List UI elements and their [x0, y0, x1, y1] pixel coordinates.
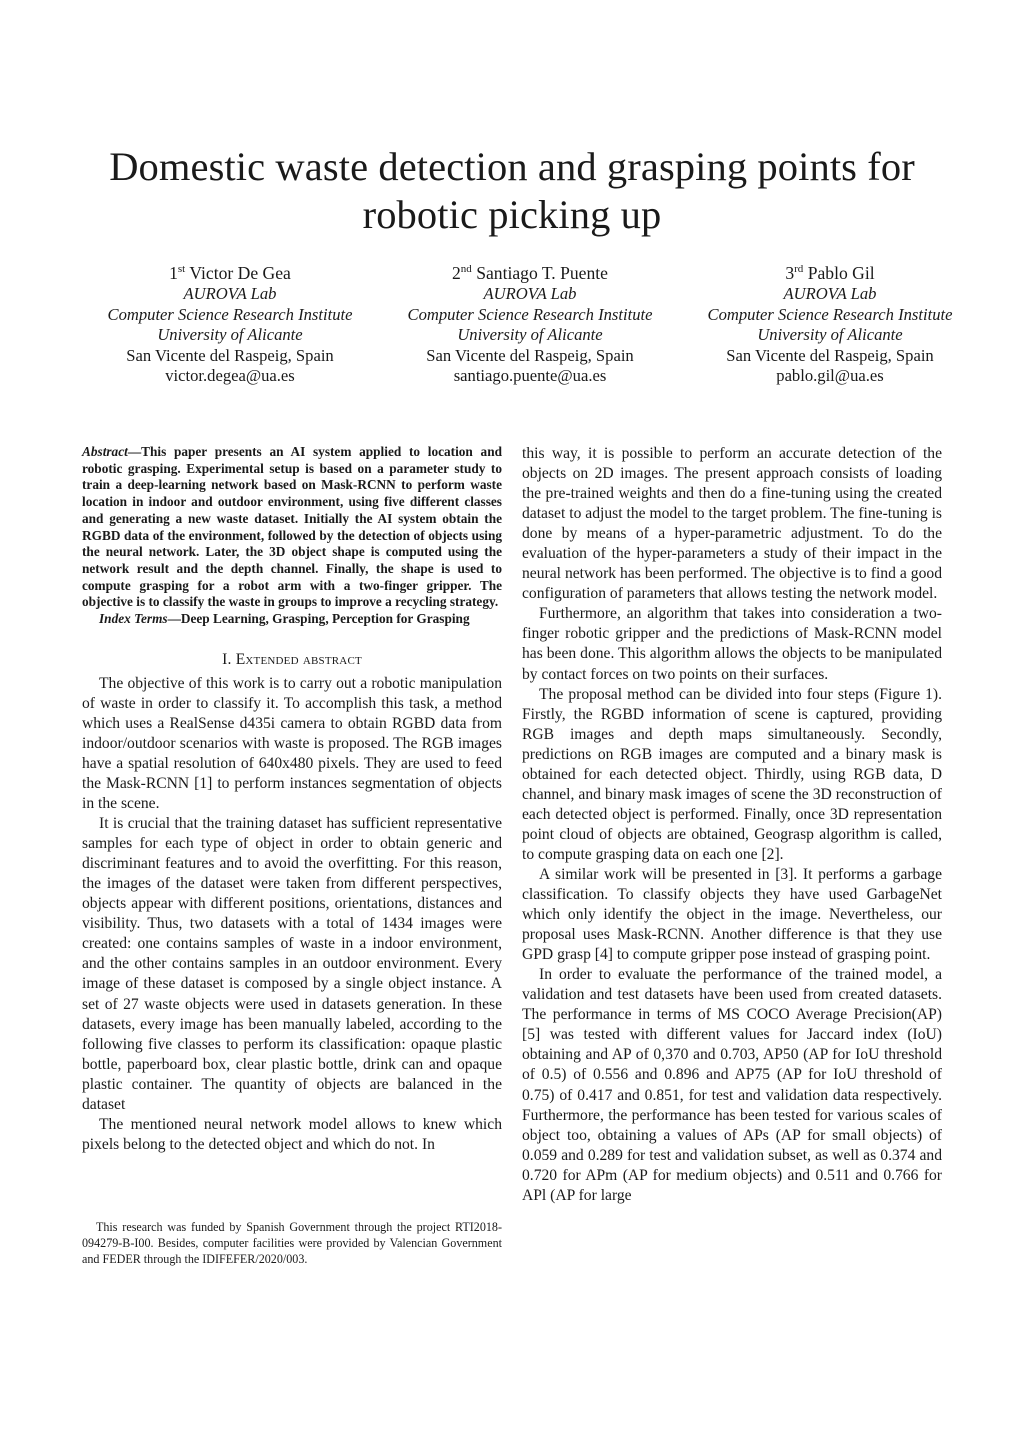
- body-paragraph: In order to evaluate the performance of the trained model, a validation and test datasets have been used from created datasets. The performance in terms of MS COCO Average Precision(AP) [5] was tested with different values for Jaccard index (IoU) obtaining and AP of 0,370 and 0.703, AP50 (AP for IoU threshold of 0.5) of 0.556 and 0.896 and AP75 (AP for IoU threshold of 0.75) of 0.417 and 0.851, for test and validation data respectively. Furthermore, the performance has been tested for various scales of object too, obtaining a values of APs (AP for small objects) of 0.059 and 0.289 for test and validation subset, as well as 0.374 and 0.720 for APm (AP for medium objects) and 0.511 and 0.766 for APl (AP for large: [522, 966, 942, 1204]
- author-institute: Computer Science Research Institute: [107, 304, 353, 324]
- body-paragraph: It is crucial that the training dataset has sufficient representative samples for each type of object in order to obtain generic and discriminant features and to avoid the overfitting. For this reason, the images of the dataset were taken from different perspectives, objects appear with different positions, orientations, distances and visibility. Thus, two datasets with a total of 1434 images were created: one contains samples of waste in a indoor environment, and the other contains samples in an outdoor environment. Every image of these dataset is composed by a single object instance. A set of 27 waste objects were used in datasets generation. In these datasets, every image has been manually labeled, according to the following five classes to perform its classification: opaque plastic bottle, paperboard box, clear plastic bottle, drink can and opaque plastic container. The quantity of objects are balanced in the dataset: [82, 815, 502, 1113]
- author-name: 1st Victor De Gea: [169, 263, 291, 283]
- author-block: [90, 262, 970, 387]
- body-paragraph: A similar work will be presented in [3]. It performs a garbage classification. To classify objects they have used GarbageNet which only identify the object in the image. Nevertheless, our proposal uses Mask-RCNN. Another difference is that they use GPD grasp [4] to compute gripper pose instead of grasping point.: [522, 865, 942, 964]
- body-paragraph: The mentioned neural network model allows to knew which pixels belong to the detected object and which do not. In: [82, 1115, 502, 1153]
- author-name: 2nd Santiago T. Puente: [452, 263, 608, 283]
- author-email: santiago.puente@ua.es: [453, 366, 607, 386]
- author-1: [90, 262, 370, 387]
- author-location: San Vicente del Raspeig, Spain: [426, 345, 634, 365]
- section-heading: I. Extended abstract: [222, 650, 362, 668]
- author-institute: Computer Science Research Institute: [407, 304, 653, 324]
- author-lab: AUROVA Lab: [783, 284, 877, 303]
- left-column: [82, 444, 502, 1155]
- funding-footnote: This research was funded by Spanish Government through the project RTI2018-094279-B-I00. Besides, computer facilities were provided by Valencian Government and FEDER through the IDIFEFER/2020/003.: [82, 1220, 502, 1266]
- paper-title: Domestic waste detection and grasping points for robotic picking up: [109, 144, 915, 237]
- author-institute: Computer Science Research Institute: [707, 304, 953, 324]
- author-university: University of Alicante: [157, 325, 303, 345]
- abstract: Abstract—This paper presents an AI system applied to location and robotic grasping. Experimental setup is based on a parameter study to train a deep-learning network based on Mask-RCNN to perform waste location in indoor and outdoor environment, using five different classes and generating a new waste dataset. Initially the AI system obtain the RGBD data of the environment, followed by the detection of objects using the neural network. Later, the 3D object shape is computed using the network result and the depth channel. Finally, the shape is used to compute grasping for a robot arm with a two-finger gripper. The objective is to classify the waste in groups to improve a recycling strategy.: [82, 444, 502, 610]
- right-column: [522, 444, 942, 1206]
- body-paragraph: The objective of this work is to carry out a robotic manipulation of waste in order to classify it. To accomplish this task, a method which uses a RealSense d435i camera to obtain RGBD data from indoor/outdoor scenarios with waste is proposed. The RGB images have a spatial resolution of 640x480 pixels. They are used to feed the Mask-RCNN [1] to perform instances segmentation of objects in the scene.: [82, 674, 502, 813]
- author-university: University of Alicante: [757, 325, 903, 345]
- body-paragraph: this way, it is possible to perform an accurate detection of the objects on 2D images. The present approach consists of loading the pre-trained weights and then do a fine-tuning using the created dataset to adjust the model to the target problem. The fine-tuning is done by means of a hyper-parametric adjustment. To do the evaluation of the hyper-parameters a study of their impact in the neural network has been performed. The objective is to find a good configuration of parameters that allows testing the network model.: [522, 445, 942, 603]
- author-name: 3rd Pablo Gil: [785, 263, 875, 283]
- body-paragraph: Furthermore, an algorithm that takes into consideration a two-finger robotic gripper and the predictions of Mask-RCNN model has been done. This algorithm allows the objects to be manipulated by contact forces on two points on their surfaces.: [522, 605, 942, 683]
- author-location: San Vicente del Raspeig, Spain: [126, 345, 334, 365]
- index-terms: Index Terms—Deep Learning, Grasping, Perception for Grasping: [99, 611, 470, 627]
- body-paragraph: The proposal method can be divided into four steps (Figure 1). Firstly, the RGBD information of scene is captured, providing RGB images and depth maps simultaneously. Secondly, predictions on RGB images are computed and a binary mask is obtained for each detected object. Thirdly, using RGB data, D channel, and binary mask images of scene the 3D reconstruction of each detected object is performed. Finally, once 3D representation point cloud of objects are obtained, Geograsp algorithm is called, to compute grasping data on each one [2].: [522, 685, 942, 863]
- author-email: victor.degea@ua.es: [165, 366, 295, 386]
- author-lab: AUROVA Lab: [483, 284, 577, 303]
- author-lab: AUROVA Lab: [183, 284, 277, 303]
- author-3: [690, 262, 970, 387]
- author-email: pablo.gil@ua.es: [776, 366, 884, 386]
- author-university: University of Alicante: [457, 325, 603, 345]
- author-2: [390, 262, 670, 387]
- author-location: San Vicente del Raspeig, Spain: [726, 345, 934, 365]
